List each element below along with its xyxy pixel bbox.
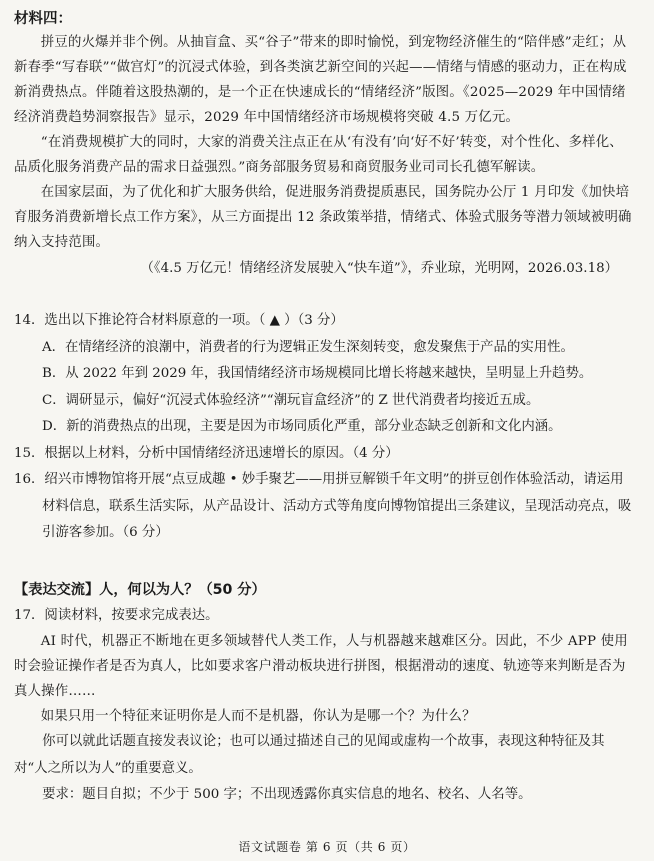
question-14-option-c: C．调研显示，偏好“沉浸式体验经济”“潮玩盲盒经济”的 Z 世代消费者均接近五成。 (42, 392, 540, 408)
spacer (14, 547, 636, 577)
question-14-option-a: A．在情绪经济的浪潮中，消费者的行为逻辑正发生深刻转变，愈发聚焦于产品的实用性。 (42, 339, 574, 355)
question-14-stem: 14．选出以下推论符合材料原意的一项。（ ▲ ）（3 分） (14, 313, 344, 328)
material-source: （《4.5 万亿元！情绪经济发展驶入“快车道”》，乔业琼，光明网，2026.03.18） (140, 261, 618, 276)
question-16-stem: 16．绍兴市博物馆将开展“点豆成趣 • 妙手聚艺——用拼豆解锁千年文明”的拼豆创作体验活动，请运用材料信息，联系生活实际，从产品设计、活动方式等角度向博物馆提出三条建议，呈现活动亮点，吸引游客参加。（6 分） (14, 472, 632, 540)
question-15-stem: 15．根据以上材料，分析中国情绪经济迅速增长的原因。（4 分） (14, 445, 399, 461)
material-paragraph-1: 拼豆的火爆并非个例。从抽盲盒、买“谷子”带来的即时愉悦，到宠物经济催生的“陪伴感”走红；从新春季“写春联”“做宫灯”的沉浸式体验，到各类演艺新空间的兴起——情绪与情感的驱动力，正在构成新消费热点。伴随着这股热潮的，是一个正在快速成长的“情绪经济”版图。《2025—2029 年中国情绪经济消费趋势洞察报告》显示，2029 年中国情绪经济市场规模将突破 4.5 万亿元。 (14, 35, 627, 125)
section-title: 【表达交流】人，何以为人？（50 分） (14, 581, 266, 598)
material-title: 材料四： (14, 11, 72, 27)
question-17-material-1: AI 时代，机器正不断地在更多领域替代人类工作，人与机器越来越难区分。因此，不少 APP 使用时会验证操作者是否为真人，比如要求客户滑动板块进行拼图，根据滑动的速度、轨迹等来判断是否为真人操作…… (14, 634, 628, 699)
question-17-instruction-1: 你可以就此话题直接发表议论；也可以通过描述自己的见闻或虚构一个故事，表现这种特征及其对“人之所以为人”的重要意义。 (14, 734, 605, 776)
question-14-option-b: B．从 2022 年到 2029 年，我国情绪经济市场规模同比增长将越来越快，呈明显上升趋势。 (42, 366, 593, 381)
spacer (14, 282, 636, 308)
material-paragraph-3: 在国家层面，为了优化和扩大服务供给，促进服务消费提质惠民，国务院办公厅 1 月印发《加快培育服务消费新增长点工作方案》，从三方面提出 12 条政策举措，情绪式、体验式服务等潜力领域被明确纳入支持范围。 (14, 185, 632, 250)
question-17-material-2: 如果只用一个特征来证明你是人而不是机器，你认为是哪一个？为什么？ (40, 709, 476, 724)
question-17-requirements: 要求：题目自拟；不少于 500 字；不出现透露你真实信息的地名、校名、人名等。 (42, 787, 532, 802)
material-paragraph-2: “在消费规模扩大的同时，大家的消费关注点正在从‘有没有’向‘好不好’转变，对个性化、多样化、品质化服务消费产品的需求日益强烈。”商务部服务贸易和商贸服务业司司长孔德军解读。 (14, 135, 623, 175)
question-17-stem: 17．阅读材料，按要求完成表达。 (14, 607, 219, 623)
page-footer: 语文试题卷 第 6 页（共 6 页） (238, 840, 416, 854)
question-14-option-d: D．新的消费热点的出现，主要是因为市场同质化严重，部分业态缺乏创新和文化内涵。 (42, 419, 562, 434)
